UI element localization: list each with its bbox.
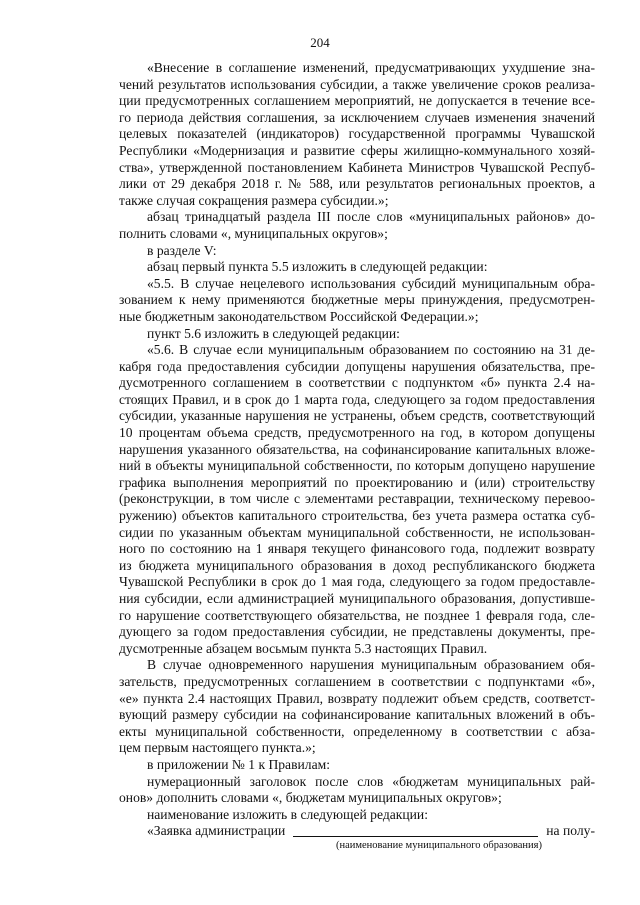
- text-lines: [119, 60, 595, 823]
- blank-field-line: [293, 824, 538, 837]
- form-line-left-text: «Заявка администрации: [147, 823, 286, 839]
- text-line: «5.5. В случае нецелевого использования субсидий муниципальным обра-: [147, 275, 595, 291]
- text-line: в разделе V:: [147, 242, 217, 258]
- text-line: «5.6. В случае если муниципальным образованием по состоянию на 31 де-: [147, 342, 595, 358]
- text-line: вующий размеру субсидии на софинансирование капитальных вложений в объ-: [119, 707, 595, 723]
- page-number: 204: [310, 35, 330, 50]
- text-line: 10 процентам объема средств, предусмотренного на год, в котором допущены: [119, 425, 595, 441]
- text-line: стоящих Правил, и в срок до 1 марта года, следующего за годом предоставления: [119, 391, 595, 407]
- text-line: кабря года предоставления субсидии допущены нарушения обязательства, пре-: [119, 358, 595, 374]
- text-line: Республики «Модернизация и развитие сферы жилищно-коммунального хозяй-: [119, 142, 595, 158]
- document-body: [119, 60, 595, 852]
- text-line: дующего за годом предоставления субсидии, не представлены документы, пре-: [119, 624, 595, 640]
- text-line: «е» пункта 2.4 настоящих Правил, возврату подлежит объем средств, соответст-: [119, 690, 595, 706]
- text-line: зованием к нему применяются бюджетные меры принуждения, предусмотрен-: [119, 292, 595, 308]
- text-line: ний в объекты муниципальной собственности, по которым допущено нарушение: [119, 458, 595, 474]
- text-line: также случая сокращения размера субсидии.»;: [119, 192, 389, 208]
- text-line: в приложении № 1 к Правилам:: [147, 756, 330, 772]
- text-line: цем первым настоящего пункта.»;: [119, 740, 316, 756]
- text-line: сидии по указанным объектам муниципальной собственности, не использован-: [119, 524, 595, 540]
- text-line: абзац первый пункта 5.5 изложить в следующей редакции:: [147, 259, 488, 275]
- text-line: ния субсидии, если администрацией муниципального образования, допустивше-: [119, 591, 595, 606]
- text-line: полнить словами «, муниципальных округов»;: [119, 225, 388, 241]
- text-line: В случае одновременного нарушения муниципальным образованием обя-: [147, 657, 595, 673]
- text-line: лики от 29 декабря 2018 г. № 588, или результатов региональных проектов, а: [119, 176, 595, 192]
- text-line: целевых показателей (индикаторов) государственной программы Чувашской: [119, 126, 595, 142]
- text-line: из бюджета муниципального образования в доход республиканского бюджета: [119, 557, 595, 573]
- text-line: го периода действия соглашения, за исключением случаев изменения значений: [119, 109, 595, 125]
- text-line: чений результатов использования субсидии, а также увеличение сроков реализа-: [119, 76, 595, 92]
- text-line: ции предусмотренных соглашением мероприятий, не допускается в течение все-: [119, 93, 595, 109]
- text-line: наименование изложить в следующей редакции:: [147, 806, 428, 822]
- application-form-line: [119, 823, 595, 840]
- text-line: абзац тринадцатый раздела III после слов «муниципальных районов» до-: [147, 209, 595, 225]
- text-line: нарушения указанного обязательства, на софинансирование капитальных вложе-: [119, 441, 595, 457]
- text-line: «Внесение в соглашение изменений, предусматривающих ухудшение зна-: [147, 60, 595, 75]
- text-line: субсидии, указанные нарушения не устранены, объем средств, соответствующий: [119, 408, 595, 424]
- form-line-right-text: на полу-: [546, 823, 595, 839]
- text-line: екты муниципальной собственности, определенному в соответствии с абза-: [119, 723, 595, 739]
- text-line: пункт 5.6 изложить в следующей редакции:: [147, 325, 400, 341]
- text-line: нумерационный заголовок после слов «бюджетам муниципальных рай-: [147, 773, 595, 789]
- text-line: дусмотренные абзацем восьмым пункта 5.3 настоящих Правил.: [119, 640, 488, 656]
- text-line: зательств, предусмотренных соглашением в соответствии с подпунктами «б»,: [119, 673, 595, 689]
- text-line: ные бюджетным законодательством Российской Федерации.»;: [119, 308, 479, 324]
- text-line: онов» дополнить словами «, бюджетам муниципальных округов»;: [119, 790, 502, 806]
- text-line: Чувашской Республики в срок до 1 мая года, следующего за годом предоставле-: [119, 574, 595, 590]
- text-line: ружению) объектов капитального строительства, без учета размера остатка суб-: [119, 508, 595, 524]
- text-line: ного по состоянию на 1 января текущего финансового года, подлежит возврату: [119, 541, 595, 557]
- field-caption: (наименование муниципального образования): [335, 839, 543, 851]
- text-line: го нарушение соответствующего обязательства, не позднее 1 февраля года, сле-: [119, 607, 595, 623]
- text-line: (реконструкции, в том числе с элементами реставрации, техническому перевоо-: [119, 491, 595, 507]
- text-line: дусмотренного соглашением в соответствии с подпунктом «б» пункта 2.4 на-: [119, 375, 595, 391]
- text-line: ства», утвержденной постановлением Кабинета Министров Чувашской Респуб-: [119, 159, 595, 175]
- text-line: графика выполнения мероприятий по проектированию и (или) строительству: [119, 474, 595, 490]
